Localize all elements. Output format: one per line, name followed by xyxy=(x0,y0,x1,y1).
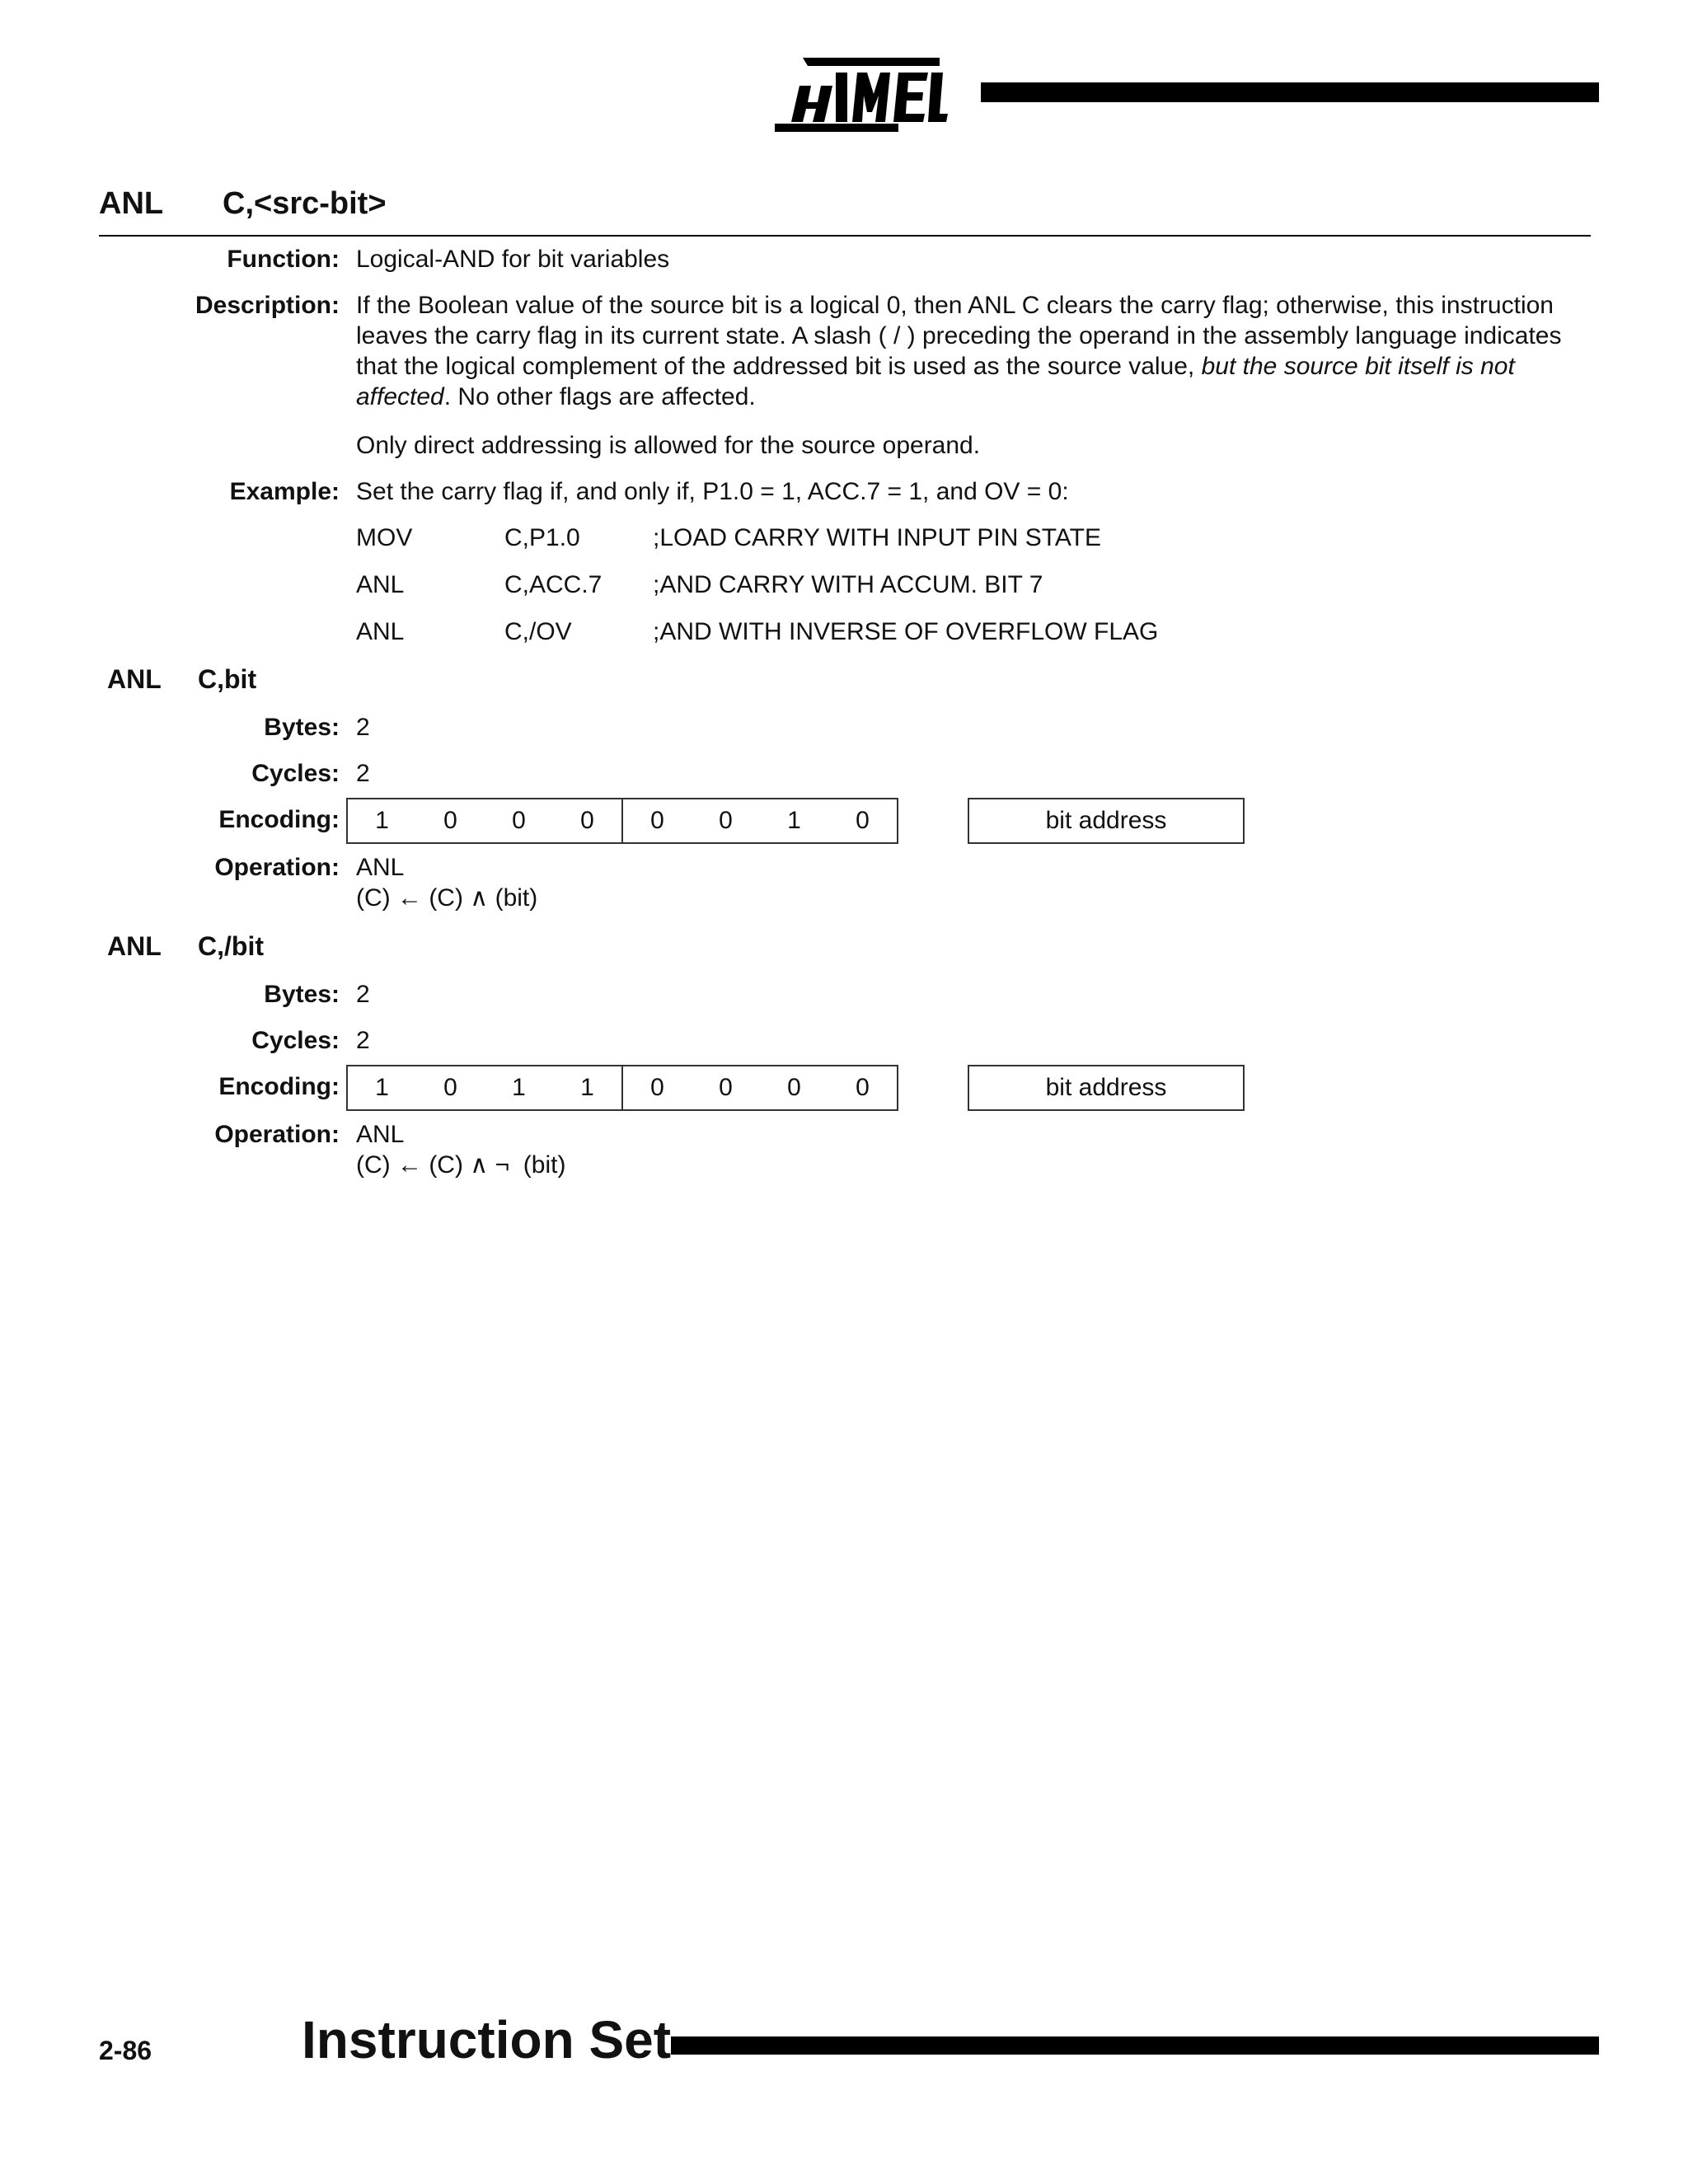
code-comment: ;LOAD CARRY WITH INPUT PIN STATE xyxy=(653,524,1101,551)
variant-mnemonic: ANL xyxy=(107,664,162,694)
operation-label: Operation: xyxy=(214,854,340,881)
encoding-bit: 1 xyxy=(375,807,389,834)
encoding-bit: 0 xyxy=(580,807,594,834)
bit-address-box: bit address xyxy=(968,1065,1245,1111)
variant-mnemonic: ANL xyxy=(107,931,162,961)
encoding-bit: 0 xyxy=(512,807,526,834)
code-op: MOV xyxy=(356,524,413,551)
example-text: Set the carry flag if, and only if, P1.0 = 1, ACC.7 = 1, and OV = 0: xyxy=(356,478,1069,505)
description-emphasis: but the source bit itself is not xyxy=(1201,353,1515,380)
description-line: leaves the carry flag in its current state. A slash ( / ) preceding the operand in the assembly language indicates xyxy=(356,322,1562,349)
encoding-bit: 0 xyxy=(650,1074,664,1101)
encoding-bit: 0 xyxy=(719,1074,733,1101)
footer-rule xyxy=(671,2036,1599,2055)
description-line: . No other flags are affected. xyxy=(443,383,756,410)
encoding-bit: 0 xyxy=(787,1074,801,1101)
code-comment: ;AND CARRY WITH ACCUM. BIT 7 xyxy=(653,571,1043,598)
operation-expression: (C) ← (C) ∧ (bit) xyxy=(356,884,538,912)
section-title: Instruction Set xyxy=(302,2010,672,2069)
instruction-title xyxy=(99,186,387,222)
description-label: Description: xyxy=(195,292,340,319)
operation-label: Operation: xyxy=(214,1121,340,1148)
code-op: ANL xyxy=(356,618,405,645)
description-note: Only direct addressing is allowed for the source operand. xyxy=(356,432,981,459)
code-arg: C,P1.0 xyxy=(504,524,580,551)
instruction-operand: C,<src-bit> xyxy=(223,186,387,221)
operation-name: ANL xyxy=(356,854,405,881)
description-line: If the Boolean value of the source bit is a logical 0, then ANL C clears the carry flag; otherwise, this instruction xyxy=(356,292,1554,319)
description-text xyxy=(356,290,1576,412)
operation-expression: (C) ← (C) ∧ ¬ (bit) xyxy=(356,1151,566,1179)
encoding-bit: 0 xyxy=(650,807,664,834)
description-emphasis: affected xyxy=(356,383,444,410)
encoding-bit: 1 xyxy=(580,1074,594,1101)
encoding-label: Encoding: xyxy=(218,806,340,833)
bytes-value: 2 xyxy=(356,981,370,1008)
encoding-bit: 0 xyxy=(443,1074,457,1101)
encoding-label: Encoding: xyxy=(218,1073,340,1100)
variant-title xyxy=(107,931,264,962)
function-label: Function: xyxy=(227,246,340,273)
operation-name: ANL xyxy=(356,1121,405,1148)
variant-title xyxy=(107,664,257,695)
encoding-bit: 1 xyxy=(787,807,801,834)
encoding-box xyxy=(346,798,898,844)
variant-operand: C,/bit xyxy=(198,931,264,961)
bytes-value: 2 xyxy=(356,714,370,741)
cycles-value: 2 xyxy=(356,1027,370,1054)
bit-address-box: bit address xyxy=(968,798,1245,844)
cycles-label: Cycles: xyxy=(251,1027,340,1054)
variant-operand: C,bit xyxy=(198,664,257,694)
page-number: 2-86 xyxy=(99,2036,152,2065)
cycles-label: Cycles: xyxy=(251,760,340,787)
encoding-bit: 1 xyxy=(512,1074,526,1101)
encoding-box xyxy=(346,1065,898,1111)
description-line: that the logical complement of the addressed bit is used as the source value, xyxy=(356,353,1202,380)
code-arg: C,/OV xyxy=(504,618,572,645)
code-op: ANL xyxy=(356,571,405,598)
encoding-bit: 0 xyxy=(856,807,870,834)
instruction-mnemonic: ANL xyxy=(99,186,164,221)
code-comment: ;AND WITH INVERSE OF OVERFLOW FLAG xyxy=(653,618,1159,645)
title-rule xyxy=(99,235,1591,237)
bytes-label: Bytes: xyxy=(264,714,340,741)
bytes-label: Bytes: xyxy=(264,981,340,1008)
code-arg: C,ACC.7 xyxy=(504,571,603,598)
encoding-bit: 0 xyxy=(719,807,733,834)
header-rule xyxy=(981,82,1599,102)
atmel-logo xyxy=(775,53,948,135)
encoding-bit: 0 xyxy=(443,807,457,834)
encoding-bit: 1 xyxy=(375,1074,389,1101)
example-label: Example: xyxy=(229,478,340,505)
cycles-value: 2 xyxy=(356,760,370,787)
function-text: Logical-AND for bit variables xyxy=(356,246,670,273)
encoding-bit: 0 xyxy=(856,1074,870,1101)
